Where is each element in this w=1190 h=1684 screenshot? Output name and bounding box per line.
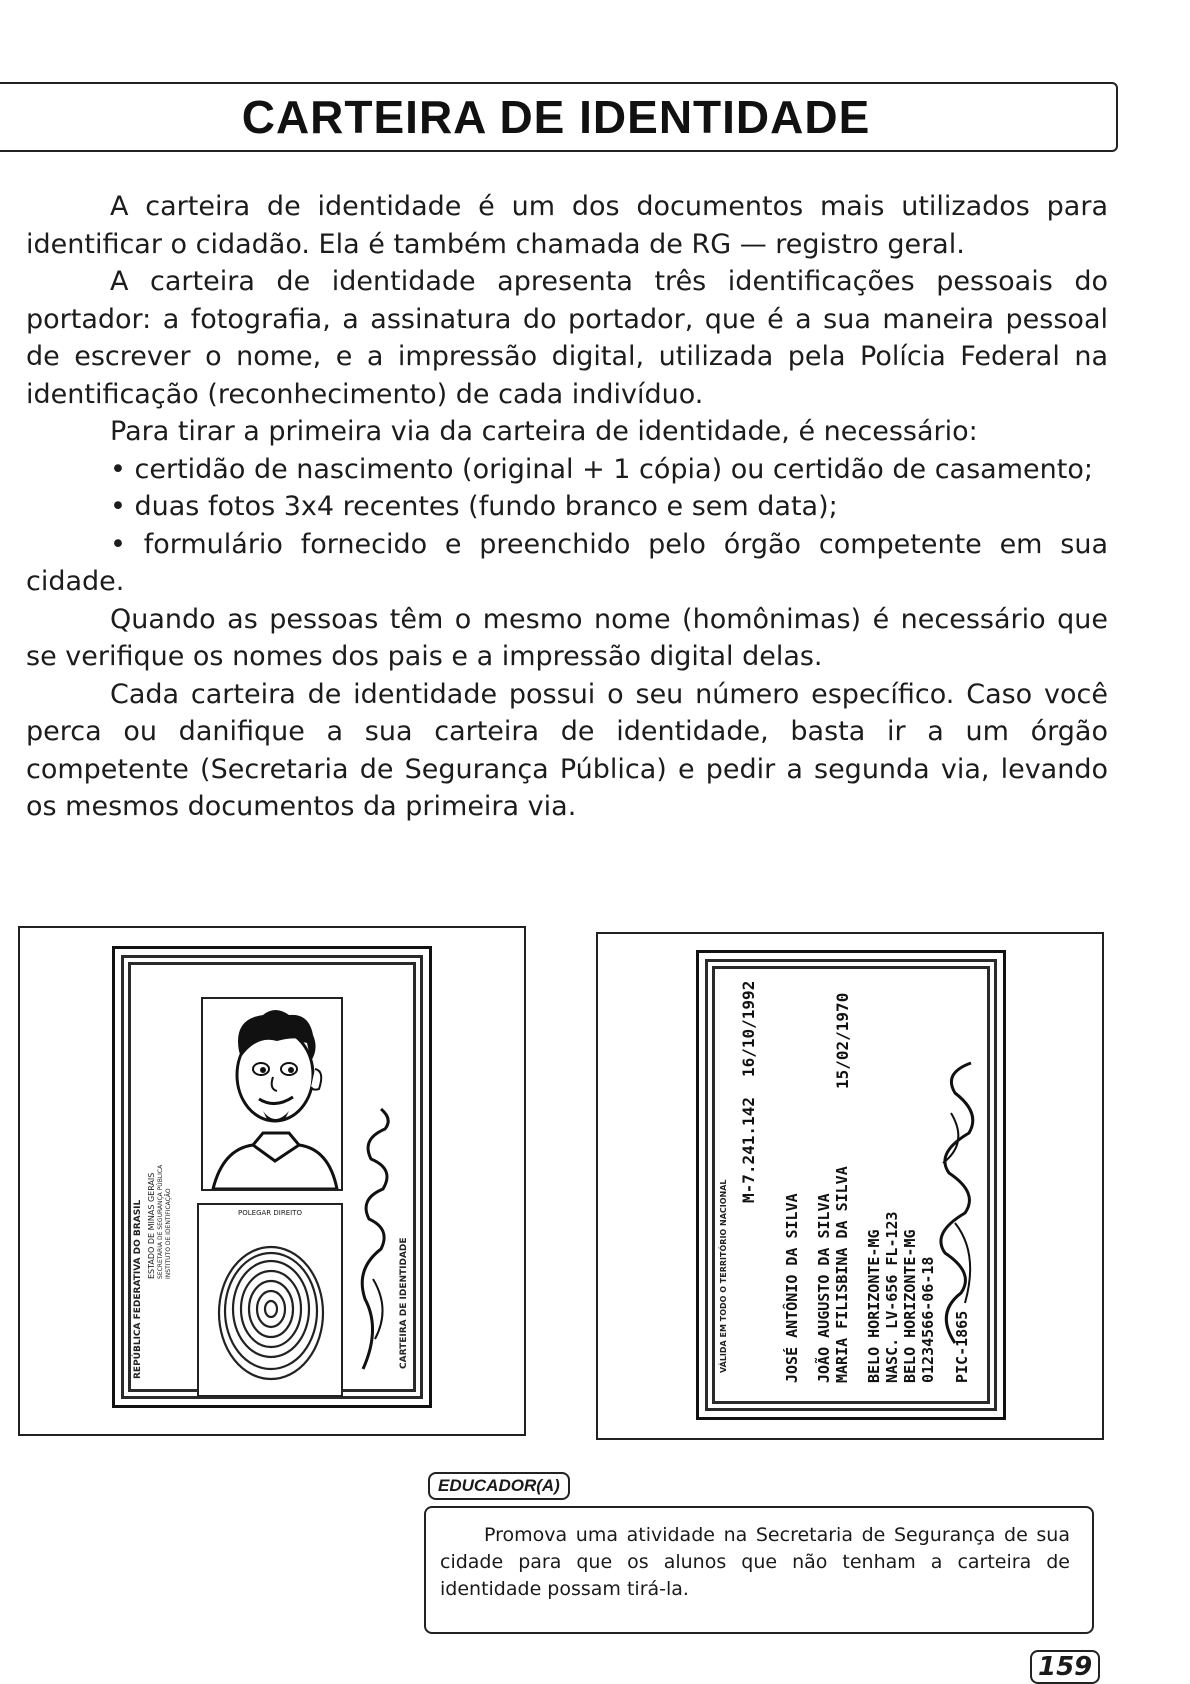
id-front-panel [18,926,526,1436]
fingerprint-box [197,1203,343,1397]
cpf-number: 01234566-06-18 [919,1256,937,1383]
paragraph: Cada carteira de identidade possui o seu número específico. Caso você perca ou danifique a sua carteira de identidade, basta ir a um órgão competente (Secretaria de Segurança Pública) e pedir a segunda via, levando os mesmos documentos da primeira via. [26,678,1108,822]
page-title: CARTEIRA DE IDENTIDADE [241,91,871,143]
educator-tag: EDUCADOR(A) [428,1472,570,1500]
republic-label: REPÚBLICA FEDERATIVA DO BRASIL [133,1199,143,1379]
birth-date: 15/02/1970 [833,992,852,1089]
portrait-icon [203,999,341,1189]
director-signature-icon [925,1053,985,1353]
bullet-item: • duas fotos 3x4 recentes (fundo branco e sem data); [110,491,838,522]
body-text [26,188,1108,826]
paragraph: Para tirar a primeira via da carteira de identidade, é necessário: [110,416,978,447]
educator-text: Promova uma atividade na Secretaria de Segurança de sua cidade para que os alunos que não tenham a carteira de identidade possam tirá-la. [440,1524,1070,1600]
id-card-back [696,950,1006,1420]
title-box [0,82,1118,152]
signature-icon [351,1099,401,1379]
origin: BELO HORIZONTE-MG [901,1229,919,1383]
id-back-panel [596,932,1104,1440]
paragraph: Quando as pessoas têm o mesmo nome (homônimas) é necessário que se verifique os nomes dos pais e a impressão digital delas. [26,603,1108,672]
portrait-photo [201,997,343,1191]
state-line: SECRETARIA DE SEGURANÇA PÚBLICA [157,1164,164,1279]
finger-label: POLEGAR DIREITO [238,1209,302,1217]
form-code: PIC-1865 [953,1310,971,1383]
mother-name: MARIA FILISBINA DA SILVA [833,1166,851,1383]
paragraph: A carteira de identidade é um dos documentos mais utilizados para identificar o cidadão. Ela é também chamada de RG — registro geral. [26,191,1108,260]
bullet-item: • certidão de nascimento (original + 1 cópia) ou certidão de casamento; [110,453,1093,485]
state-line: ESTADO DE MINAS GERAIS [147,1172,156,1279]
rg-number: M-7.241.142 [739,1097,758,1203]
paragraph: A carteira de identidade apresenta três identificações pessoais do portador: a fotografia, a assinatura do portador, que é a sua maneira pessoal de escrever o nome, e a impressão digital, utilizada pela Polícia Federal na identificação (reconhecimento) de cada indivíduo. [26,266,1108,410]
father-name: JOÃO AUGUSTO DA SILVA [815,1193,833,1383]
certificate: NASC. LV-656 FL-123 [883,1211,901,1383]
state-line: INSTITUTO DE IDENTIFICAÇÃO [165,1188,172,1279]
bullet-item: • formulário fornecido e preenchido pelo órgão competente em sua cidade. [26,528,1108,597]
holder-name: JOSÉ ANTÔNIO DA SILVA [783,1193,801,1383]
birthplace: BELO HORIZONTE-MG [865,1229,883,1383]
card-title-label: CARTEIRA DE IDENTIDADE [399,1237,409,1369]
fingerprint-icon [199,1205,341,1395]
valid-label: VÁLIDA EM TODO O TERRITÓRIO NACIONAL [719,1179,728,1373]
issue-date: 16/10/1992 [739,980,758,1077]
educator-box [424,1506,1094,1634]
page-number: 159 [1030,1650,1100,1684]
id-card-front [112,946,432,1408]
